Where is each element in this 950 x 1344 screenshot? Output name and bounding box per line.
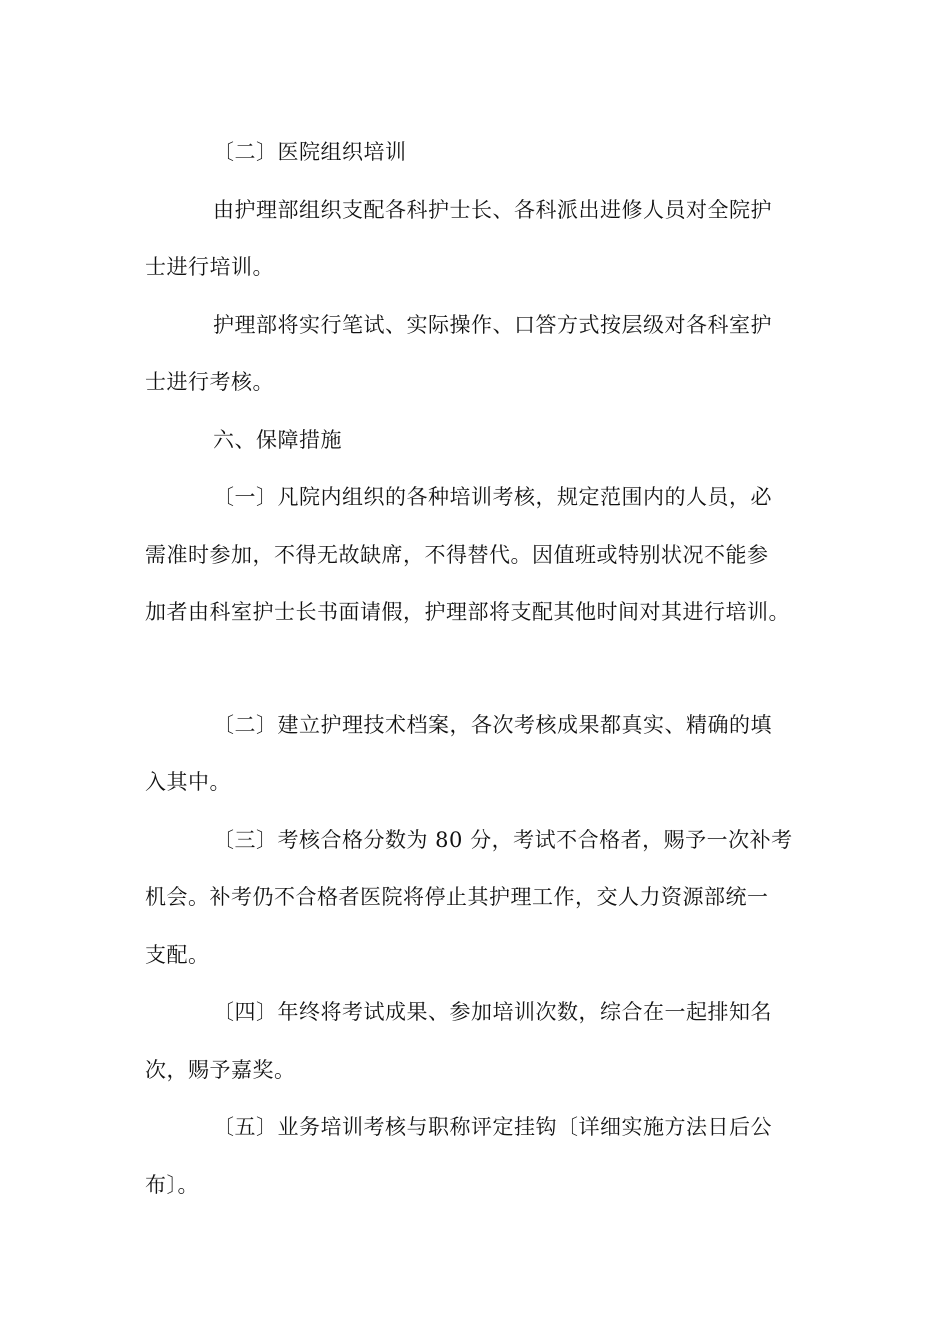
paragraph-line: 机会。补考仍不合格者医院将停止其护理工作，交人力资源部统一 <box>145 885 769 909</box>
paragraph-line: 由护理部组织支配各科护士长、各科派出进修人员对全院护 <box>213 198 772 222</box>
paragraph-line: 士进行培训。 <box>145 255 274 279</box>
paragraph-line: 入其中。 <box>145 770 231 794</box>
paragraph-line: 护理部将实行笔试、实际操作、口答方式按层级对各科室护 <box>213 313 772 337</box>
paragraph-line: 士进行考核。 <box>145 370 274 394</box>
paragraph-line: 〔二〕建立护理技术档案，各次考核成果都真实、精确的填 <box>213 713 772 737</box>
paragraph-line: 〔四〕年终将考试成果、参加培训次数，综合在一起排知名 <box>213 1000 772 1024</box>
paragraph-line: 〔五〕业务培训考核与职称评定挂钩〔详细实施方法日后公 <box>213 1115 772 1139</box>
paragraph-line: 需准时参加，不得无故缺席，不得替代。因值班或特别状况不能参 <box>145 543 769 567</box>
paragraph-line: 加者由科室护士长书面请假，护理部将支配其他时间对其进行培训。 <box>145 600 790 624</box>
section-heading-safeguards: 六、保障措施 <box>213 428 342 452</box>
paragraph-line: 支配。 <box>145 943 210 967</box>
paragraph-line: 〔一〕凡院内组织的各种培训考核，规定范围内的人员，必 <box>213 485 772 509</box>
paragraph-line: 布〕。 <box>145 1173 199 1197</box>
section-heading-hospital-training: 〔二〕医院组织培训 <box>213 140 407 164</box>
paragraph-line: 〔三〕考核合格分数为 80 分，考试不合格者，赐予一次补考 <box>213 828 793 852</box>
paragraph-line: 次，赐予嘉奖。 <box>145 1058 296 1082</box>
